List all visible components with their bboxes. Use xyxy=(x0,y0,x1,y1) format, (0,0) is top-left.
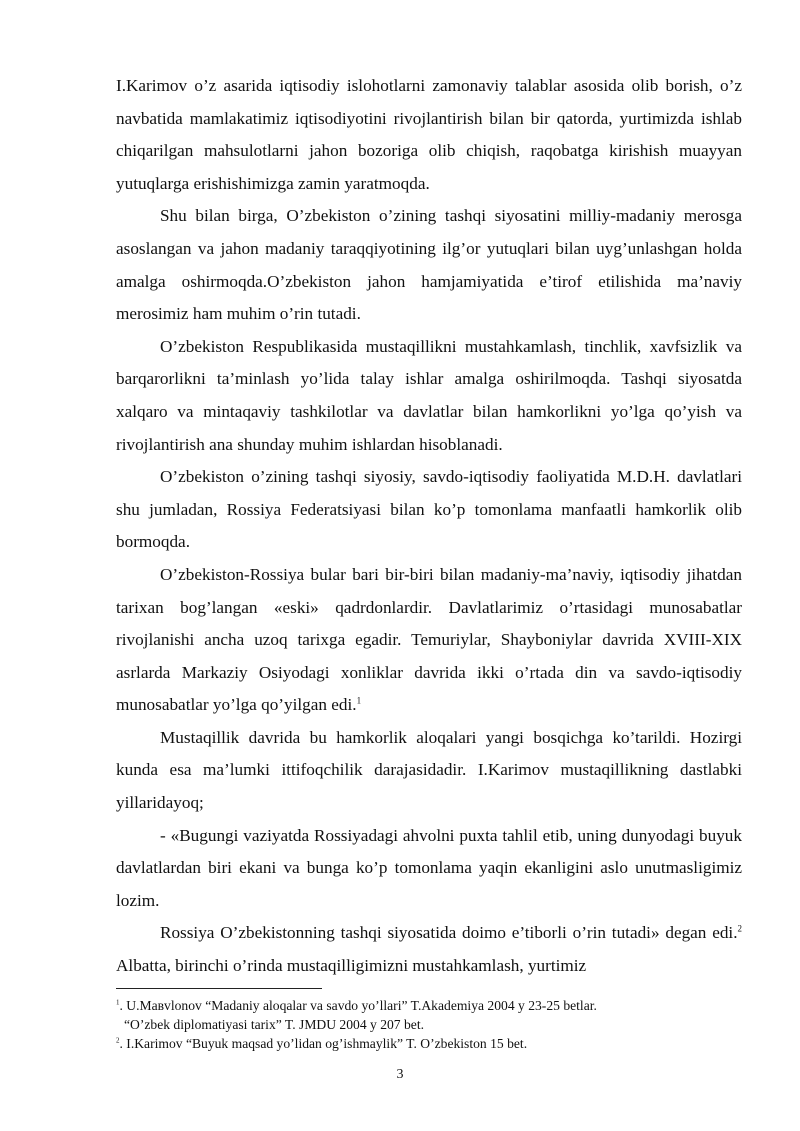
footnote-2-text: . I.Karimov “Buyuk maqsad yo’lidan og’ishmaylik” T. O’zbekiston 15 bet. xyxy=(119,1036,528,1051)
footnote-1 xyxy=(116,996,756,1015)
paragraph-8 xyxy=(116,917,742,982)
body-text xyxy=(116,70,742,983)
paragraph-3: O’zbekiston Respublikasida mustaqillikni mustahkamlash, tinchlik, xavfsizlik va barqarorlikni ta’minlash yo’lida talay ishlar amalga oshirilmoqda. Tashqi siyosatda xalqaro va mintaqaviy tashkilotlar va davlatlar bilan hamkorlikni yo’lga qo’yish va rivojlantirish ana shunday muhim ishlardan hisoblanadi. xyxy=(116,336,742,454)
footnote-1-marker: 1 xyxy=(116,998,120,1007)
footnote-1-continuation: “O’zbek diplomatiyasi tarix” T. JMDU 2004 y 207 bet. xyxy=(124,1017,425,1032)
footnote-ref-1: 1 xyxy=(356,695,362,706)
paragraph-8-text: Rossiya O’zbekistonning tashqi siyosatida doimo e’tiborli o’rin tutadi» degan edi. xyxy=(160,923,738,943)
footnotes xyxy=(116,996,756,1053)
page-number: 3 xyxy=(396,1067,404,1082)
footnote-separator xyxy=(116,988,322,989)
paragraph-5-text: O’zbekiston-Rossiya bular bari bir-biri bilan madaniy-ma’naviy, iqtisodiy jihatdan tarixan bog’langan «eski» qadrdonlardir. Davlatlarimiz o’rtasidagi munosabatlar rivojlanishi ancha uzoq tarixga egadir. Temuriylar, Shayboniylar davrida XVIII-XIX asrlarda Markaziy Osiyodagi xonliklar davrida ikki o’rtada din va savdo-iqtisodiy munosabatlar yo’lga qo’yilgan edi. xyxy=(116,564,742,715)
paragraph-2: Shu bilan birga, O’zbekiston o’zining tashqi siyosatini milliy-madaniy merosga asoslangan va jahon madaniy taraqqiyotining ilg’or yutuqlari bilan uyg’unlashgan holda amalga oshirmoqda.O’zbekiston jahon hamjamiyatida e’tirof etilishida ma’naviy merosimiz ham muhim o’rin tutadi. xyxy=(116,206,742,324)
paragraph-1: I.Karimov o’z asarida iqtisodiy islohotlarni zamonaviy talablar asosida olib borish, o’z navbatida mamlakatimiz iqtisodiyotini rivojlantirish bilan bir qatorda, yurtimizda ishlab chiqarilgan mahsulotlarni jahon bozoriga olib chiqish, raqobatga kirishish muayyan yutuqlarga erishishimizga zamin yaratmoqda. xyxy=(116,76,742,193)
paragraph-6: Mustaqillik davrida bu hamkorlik aloqalari yangi bosqichga ko’tarildi. Hozirgi kunda esa ma’lumki ittifoqchilik darajasidadir. I.Karimov mustaqillikning dastlabki yillaridayoq; xyxy=(116,727,742,813)
footnote-ref-2: 2 xyxy=(737,923,742,934)
paragraph-8-continuation: Albatta, birinchi o’rinda mustaqilligimizni mustahkamlash, yurtimiz xyxy=(116,956,587,976)
footnote-1-text: . U.Maвvlonov “Madaniy aloqalar va savdo yo’llari” T.Akademiya 2004 y 23-25 betlar. xyxy=(119,998,597,1013)
paragraph-5 xyxy=(116,559,742,722)
paragraph-4: O’zbekiston o’zining tashqi siyosiy, savdo-iqtisodiy faoliyatida M.D.H. davlatlari shu jumladan, Rossiya Federatsiyasi bilan ko’p tomonlama manfaatli hamkorlik olib bormoqda. xyxy=(116,467,742,552)
footnote-2-marker: 2 xyxy=(116,1036,120,1045)
footnote-2 xyxy=(116,1034,756,1053)
paragraph-7: - «Bugungi vaziyatda Rossiyadagi ahvolni puxta tahlil etib, uning dunyodagi buyuk davlatlardan biri ekani va bunga ko’p tomonlama yaqin ekanligini aslo unutmasligimiz lozim. xyxy=(116,825,742,910)
